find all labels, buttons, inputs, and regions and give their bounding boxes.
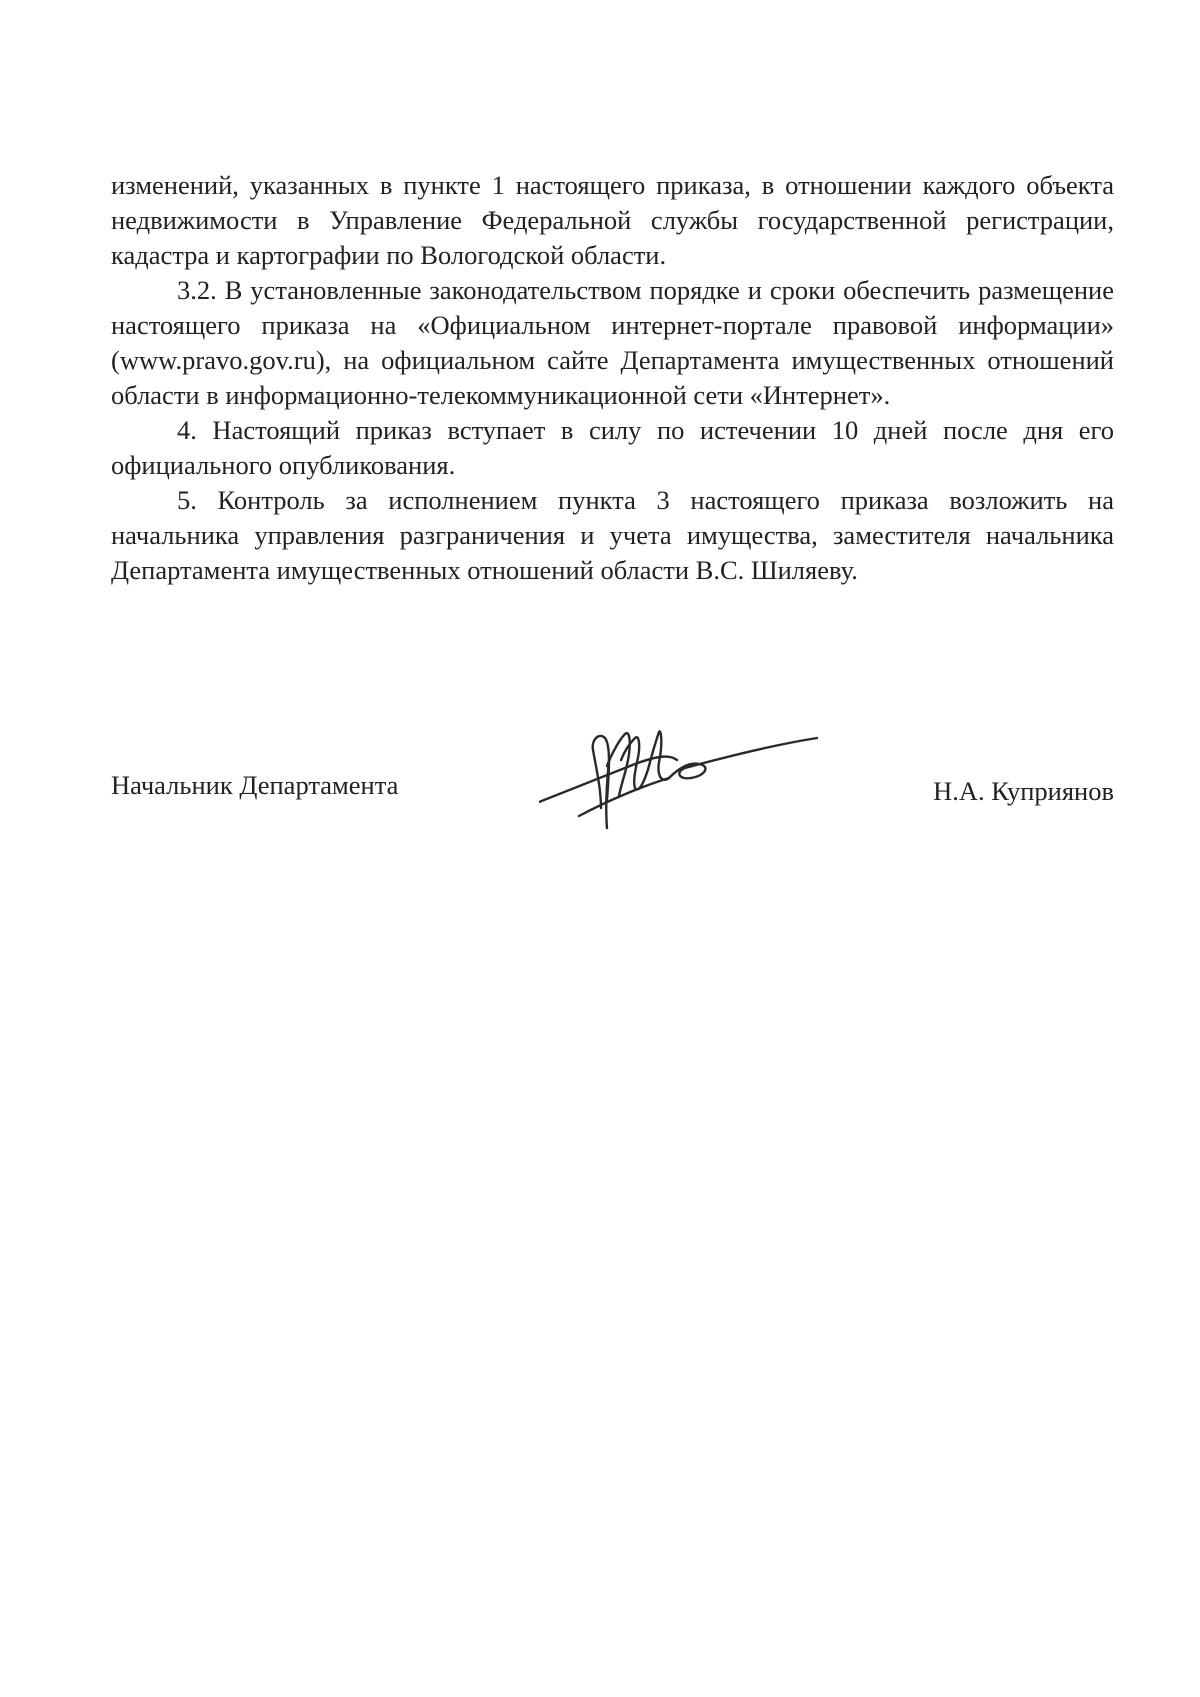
paragraph-5: 5. Контроль за исполнением пункта 3 настоящего приказа возложить на начальника управления разграничения и учета имущества, заместителя начальника Департамента имущественных отношений области В.С. Шиляеву. bbox=[111, 485, 1114, 585]
handwritten-signature bbox=[539, 720, 819, 830]
document-body bbox=[111, 168, 1114, 588]
signature-block bbox=[111, 720, 1114, 830]
paragraph-continuation: изменений, указанных в пункте 1 настоящего приказа, в отношении каждого объекта недвижимости в Управление Федеральной службы государственной регистрации, кадастра и картографии по Вологодской области. bbox=[111, 170, 1114, 270]
paragraph-3-2: 3.2. В установленные законодательством порядке и сроки обеспечить размещение настоящего приказа на «Официальном интернет-портале правовой информации» (www.pravo.gov.ru), на официальном сайте Департамента имущественных отношений области в информационно-телекоммуникационной сети «Интернет». bbox=[111, 275, 1114, 410]
paragraph-4: 4. Настоящий приказ вступает в силу по истечении 10 дней после дня его официального опубликования. bbox=[111, 415, 1114, 480]
signatory-name: Н.А. Куприянов bbox=[933, 776, 1114, 806]
signatory-position: Начальник Департамента bbox=[111, 770, 399, 800]
